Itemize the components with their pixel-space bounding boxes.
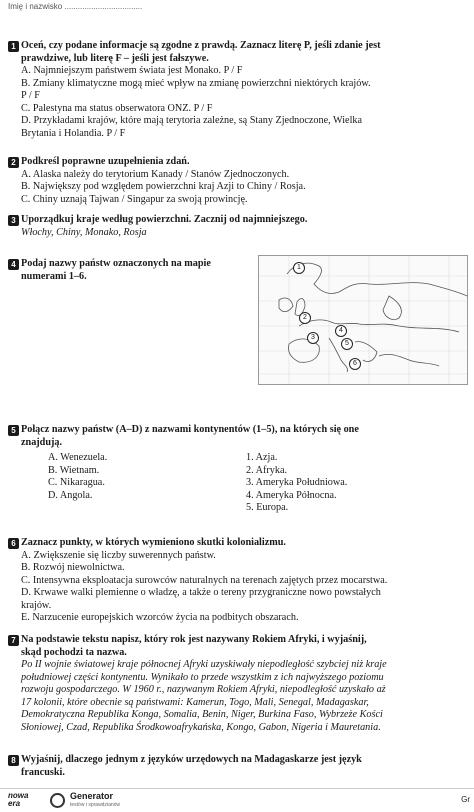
source-text-line: południowej części kontynentu. Wynikało to przede wszystkim z ich najwyższego poziomu [21, 671, 384, 683]
continents-column [246, 452, 347, 515]
question-title: Podkreśl poprawne uzupełnienia zdań. [21, 156, 190, 167]
option-c: C. Palestyna ma status obserwatora ONZ. P / F [21, 102, 213, 114]
question-number: 2 [8, 157, 19, 168]
question-title-cont: skąd pochodzi ta nazwa. [21, 646, 127, 658]
continent-3: 3. Ameryka Południowa. [246, 477, 348, 489]
option-a: A. Alaska należy do terytorium Kanady / Stanów Zjednoczonych. [21, 168, 290, 180]
generator-icon [50, 793, 65, 808]
generator-sub: testów i sprawdzianów [70, 802, 121, 808]
question-7 [8, 634, 387, 734]
question-number: 6 [8, 538, 19, 549]
name-line: Imię i nazwisko ................................... [8, 2, 143, 11]
option-b-answer: P / F [21, 90, 40, 101]
question-2 [8, 156, 306, 206]
question-number: 4 [8, 259, 19, 270]
question-4 [8, 258, 248, 283]
question-6 [8, 537, 387, 625]
question-number: 3 [8, 215, 19, 226]
source-text-line: rozwoju gospodarczego. W 1960 r., nazywanym Rokiem Afryki, niepodległość uzyskało aż [21, 684, 386, 695]
option-c: C. Chiny uznają Tajwan / Singapur za swoją prowincję. [21, 193, 248, 205]
option-c: C. Intensywna eksploatacja surowców naturalnych na terenach zajętych przez mocarstwa. [21, 574, 388, 586]
option-b: B. Największy pod względem powierzchni kraj Azji to Chiny / Rosja. [21, 181, 306, 192]
question-5 [8, 424, 359, 449]
question-title: Połącz nazwy państw (A–D) z nazwami kontynentów (1–5), na których się one [21, 424, 359, 435]
generator-label: Generator [70, 791, 114, 801]
source-text-line: Demokratyczna Republika Konga, Somalia, Benin, Niger, Burkina Faso, Wybrzeże Kości [21, 709, 383, 720]
map-marker-3: 3 [307, 332, 319, 344]
question-title-cont: francuski. [21, 766, 65, 778]
map-outline [259, 256, 467, 384]
option-d: D. Przykładami krajów, które mają terytoria zależne, są Stany Zjednoczone, Wielka [21, 115, 363, 126]
question-1 [8, 40, 381, 140]
question-number: 8 [8, 755, 19, 766]
country-b: B. Wietnam. [48, 464, 100, 476]
option-b: B. Zmiany klimatyczne mogą mieć wpływ na zmianę powierzchni niektórych krajów. [21, 77, 371, 89]
question-number: 1 [8, 41, 19, 52]
question-title-cont: znajdują. [21, 436, 63, 448]
map-marker-5: 5 [341, 338, 353, 350]
option-d-cont: krajów. [21, 599, 52, 611]
question-number: 7 [8, 635, 19, 646]
option-e: E. Narzucenie europejskich wzorców życia na podbitych obszarach. [21, 612, 299, 623]
question-title-cont: numerami 1–6. [21, 270, 87, 282]
nowa-era-logo: nowa era [8, 791, 29, 808]
question-title: Wyjaśnij, dlaczego jednym z języków urzędowych na Madagaskarze jest język [21, 754, 362, 765]
continent-4: 4. Ameryka Północna. [246, 489, 337, 501]
map-marker-4: 4 [335, 325, 347, 337]
page-footer [0, 788, 474, 812]
option-b: B. Rozwój niewolnictwa. [21, 562, 125, 573]
question-title: Podaj nazwy państw oznaczonych na mapie [21, 258, 211, 269]
europe-map [258, 255, 468, 385]
group-label: Gr [461, 795, 470, 804]
question-title: Oceń, czy podane informacje są zgodne z prawdą. Zaznacz literę P, jeśli zdanie jest [21, 40, 381, 51]
source-text-line: 17 kolonii, które obecnie są państwami: Kamerun, Togo, Mali, Senegal, Madagaskar, [21, 696, 369, 708]
question-8 [8, 754, 362, 779]
map-marker-1: 1 [293, 262, 305, 274]
option-a: A. Zwiększenie się liczby suwerennych państw. [21, 549, 216, 561]
country-c: C. Nikaragua. [48, 477, 105, 489]
question-title: Uporządkuj kraje według powierzchni. Zacznij od najmniejszego. [21, 214, 308, 225]
map-marker-6: 6 [349, 358, 361, 370]
option-d: D. Krwawe walki plemienne o władzę, a także o tereny przygraniczne nowo powstałych [21, 587, 381, 598]
option-a: A. Najmniejszym państwem świata jest Monako. P / F [21, 65, 243, 76]
country-a: A. Wenezuela. [48, 452, 108, 463]
question-3 [8, 214, 307, 239]
continent-5: 5. Europa. [246, 502, 289, 514]
continent-2: 2. Afryka. [246, 464, 288, 476]
question-title: Na podstawie tekstu napisz, który rok jest nazywany Rokiem Afryki, i wyjaśnij, [21, 634, 367, 645]
option-d-cont: Brytania i Holandia. P / F [21, 127, 126, 139]
continent-1: 1. Azja. [246, 452, 278, 463]
source-text-line: Po II wojnie światowej kraje północnej Afryki uzyskiwały niepodległość szybciej niż kraje [21, 659, 387, 670]
question-title: Zaznacz punkty, w których wymieniono skutki kolonializmu. [21, 537, 286, 548]
source-text-line: Słoniowej, Czad, Republika Środkowoafrykańska, Kongo, Gabon, Nigeria i Mauretania. [21, 721, 381, 733]
country-list: Włochy, Chiny, Monako, Rosja [21, 226, 147, 238]
country-d: D. Angola. [48, 489, 93, 501]
question-title-cont: prawdziwe, lub literę F – jeśli jest fałszywe. [21, 52, 209, 64]
countries-column [48, 452, 107, 502]
map-marker-2: 2 [299, 312, 311, 324]
question-number: 5 [8, 425, 19, 436]
